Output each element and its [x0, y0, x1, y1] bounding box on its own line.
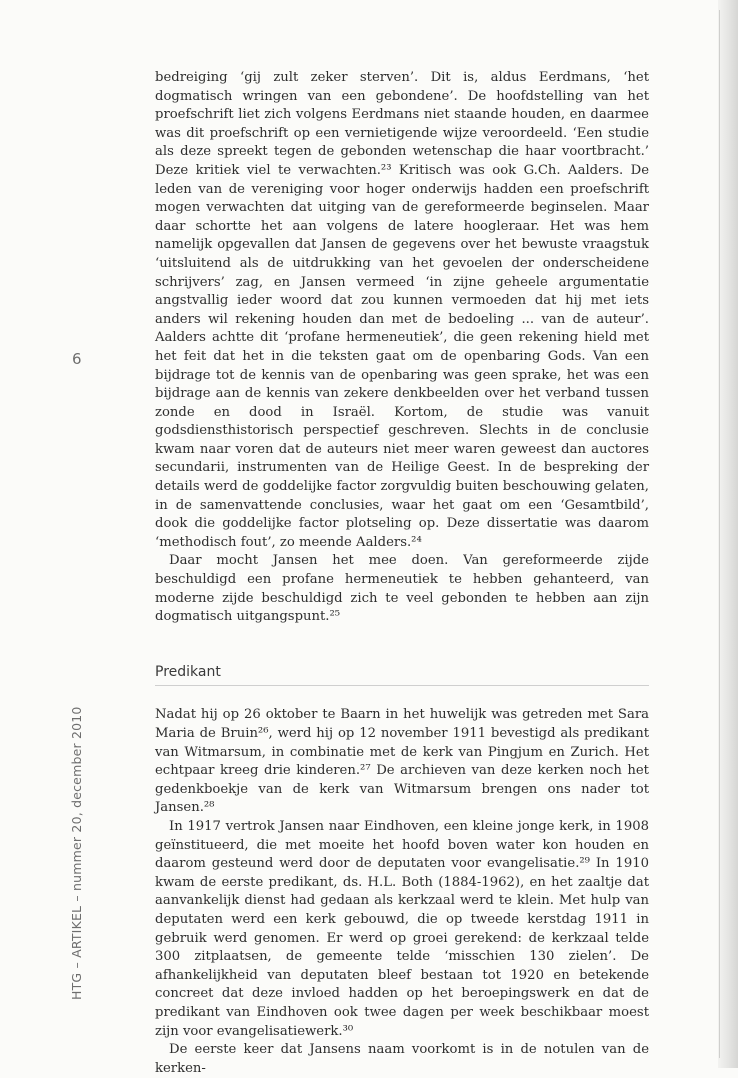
running-head: HTG – ARTIKEL – nummer 20, december 2010 — [69, 706, 84, 1000]
page-edge — [718, 0, 738, 1068]
paragraph: bedreiging ‘gij zult zeker sterven’. Dit is, aldus Eerdmans, ‘het dogmatisch wringen van een gebondene’. De hoofdstelling van het proefschrift liet zich volgens Eerdmans niet staande houden, en daarmee was dit proefschrift op een vernietigende wijze veroordeeld. ‘Een studie als deze spreekt tegen de gebonden wetenschap die haar voortbracht.’ Deze kritiek viel te verwachten.²³ Kritisch was ook G.Ch. Aalders. De leden van de vereniging voor hoger onderwijs hadden een proefschrift mogen verwachten dat uitging van de gereformeerde beginselen. Maar daar schortte het aan volgens de latere hoogleraar. Het was hem namelijk opgevallen dat Jansen de gegevens over het bewuste vraagstuk ‘uitsluitend als de uitdrukking van het gevoelen der onderscheidene schrijvers’ zag, en Jansen vermeed ‘in zijne geheele argumentatie angstvallig ieder woord dat zou kunnen vermoeden dat hij met iets anders wil rekening houden dan met de bedoeling ... van de auteur’. Aalders achtte dit ‘profane hermeneutiek’, die geen rekening hield met het feit dat het in die teksten gaat om de openbaring Gods. Van een bijdrage tot de kennis van de openbaring was geen sprake, het was een bijdrage aan de kennis van zekere denkbeelden over het verband tussen zonde en dood in Israël. Kortom, de studie was vanuit godsdiensthistorisch perspectief geschreven. Slechts in de conclusie kwam naar voren dat de auteurs niet meer waren geweest dan auctores secundarii, instrumenten van de Heilige Geest. In de bespreking der details werd de goddelijke factor zorgvuldig buiten beschouwing gelaten, in de samenvattende conclusies, waar het gaat om een ‘Gesamtbild’, dook die goddelijke factor plotseling op. Deze dissertatie was daarom ‘methodisch fout’, zo meende Aalders.²⁴ — [155, 70, 649, 550]
section-heading: Predikant — [155, 663, 649, 687]
paragraph: De eerste keer dat Jansens naam voorkomt is in de notulen van de kerken- — [155, 1042, 649, 1076]
page-edge-line — [719, 10, 720, 1058]
body-text — [155, 69, 649, 1078]
paragraph: In 1917 vertrok Jansen naar Eindhoven, een kleine jonge kerk, in 1908 geïnstitueerd, die met moeite het hoofd boven water kon houden en daarom gesteund werd door de deputaten voor evangelisatie.²⁹ In 1910 kwam de eerste predikant, ds. H.L. Both (1884-1962), en het zaaltje dat aanvankelijk dienst had gedaan als kerkzaal werd te klein. Met hulp van deputaten werd een kerk gebouwd, die op tweede kerstdag 1911 in gebruik werd genomen. Er werd op groei gerekend: de kerkzaal telde 300 zitplaatsen, de gemeente telde ‘misschien 130 zielen’. De afhankelijkheid van deputaten bleef bestaan tot 1920 en betekende concreet dat deze invloed hadden op het beroepingswerk en dat de predikant van Eindhoven ook twee dagen per week beschikbaar moest zijn voor evangelisatiewerk.³⁰ — [155, 818, 649, 1039]
page-number: 6 — [72, 350, 82, 368]
paragraph: Daar mocht Jansen het mee doen. Van gereformeerde zijde beschuldigd een profane hermeneutiek te hebben gehanteerd, van moderne zijde beschuldigd zich te veel gebonden te hebben aan zijn dogmatisch uitgangspunt.²⁵ — [155, 553, 649, 625]
paragraph: Nadat hij op 26 oktober te Baarn in het huwelijk was getreden met Sara Maria de Bruin²⁶, werd hij op 12 november 1911 bevestigd als predikant van Witmarsum, in combinatie met de kerk van Pingjum en Zurich. Het echtpaar kreeg drie kinderen.²⁷ De archieven van deze kerken noch het gedenkboekje van de kerk van Witmarsum brengen ons nader tot Jansen.²⁸ — [155, 707, 649, 816]
